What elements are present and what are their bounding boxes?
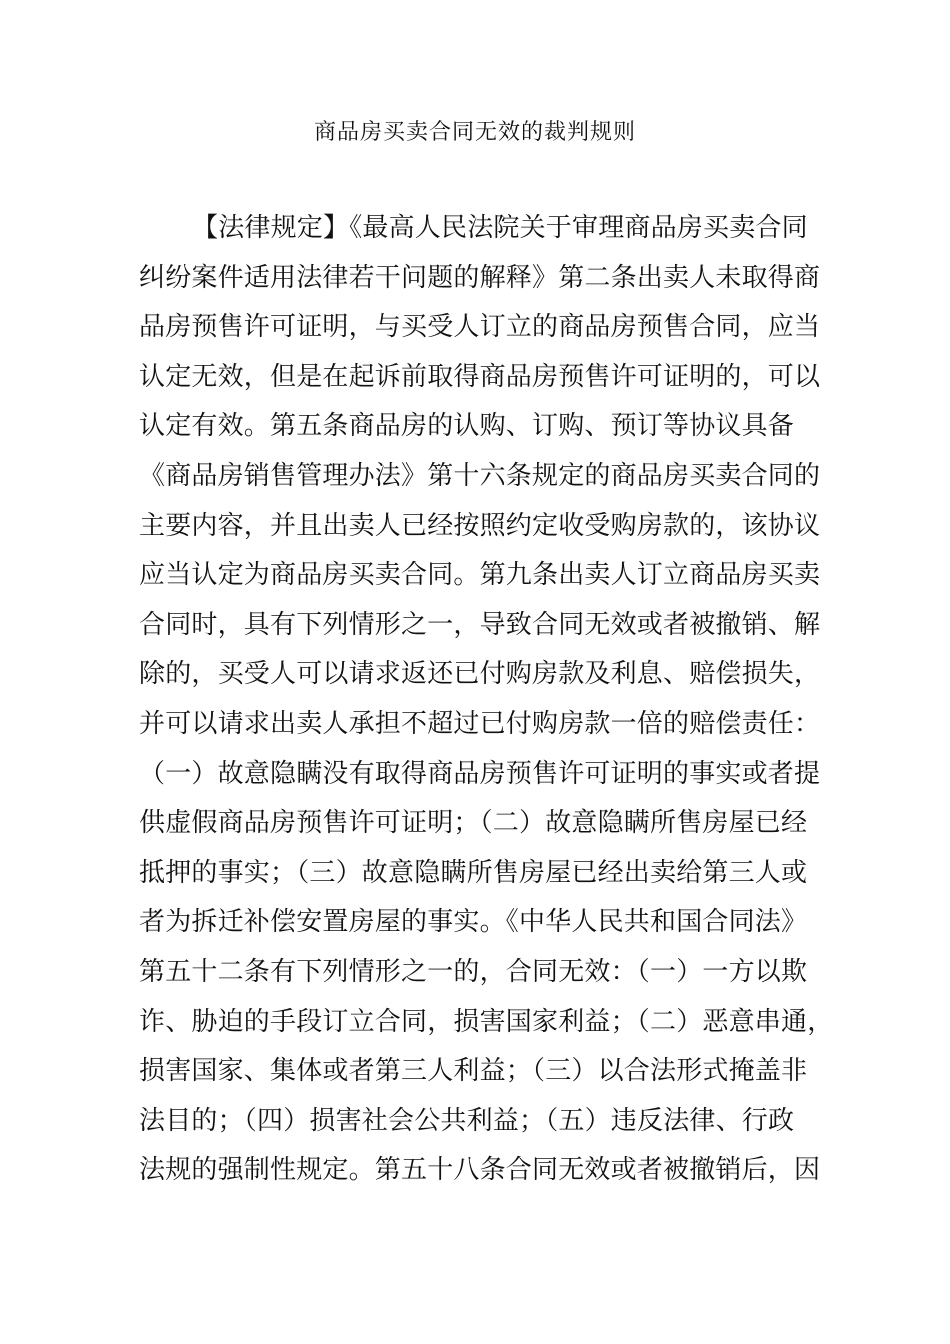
paragraph-line: 合同时，具有下列情形之一，导致合同无效或者被撤销、解	[139, 609, 821, 640]
paragraph-line: 主要内容，并且出卖人已经按照约定收受购房款的，该协议	[139, 510, 821, 541]
paragraph-line: 认定有效。第五条商品房的认购、订购、预订等协议具备	[139, 411, 795, 442]
paragraph-line: 认定无效，但是在起诉前取得商品房预售许可证明的，可以	[139, 361, 821, 392]
paragraph-line: （一）故意隐瞒没有取得商品房预售许可证明的事实或者提	[139, 758, 821, 789]
paragraph-line: 抵押的事实；（三）故意隐瞒所售房屋已经出卖给第三人或	[139, 857, 808, 888]
paragraph-line: 供虚假商品房预售许可证明；（二）故意隐瞒所售房屋已经	[139, 808, 808, 839]
paragraph-line: 损害国家、集体或者第三人利益；（三）以合法形式掩盖非	[139, 1056, 808, 1087]
paragraph-line: 法目的；（四）损害社会公共利益；（五）违反法律、行政	[139, 1105, 795, 1136]
paragraph-line: 法规的强制性规定。第五十八条合同无效或者被撤销后，因	[139, 1155, 821, 1186]
paragraph-line: 【法律规定】《最高人民法院关于审理商品房买卖合同	[192, 213, 808, 243]
paragraph-line: 《商品房销售管理办法》第十六条规定的商品房买卖合同的	[139, 460, 821, 491]
paragraph-line: 除的，买受人可以请求返还已付购房款及利息、赔偿损失，	[139, 659, 821, 690]
paragraph-line: 应当认定为商品房买卖合同。第九条出卖人订立商品房买卖	[139, 560, 821, 591]
paragraph-line: 并可以请求出卖人承担不超过已付购房款一倍的赔偿责任：	[139, 708, 821, 739]
paragraph-line: 品房预售许可证明，与买受人订立的商品房预售合同，应当	[139, 312, 821, 343]
document-body	[139, 204, 834, 1196]
paragraph-line: 诈、胁迫的手段订立合同，损害国家利益；（二）恶意串通，	[139, 1006, 834, 1037]
paragraph-line: 者为拆迁补偿安置房屋的事实。《中华人民共和国合同法》	[139, 907, 808, 938]
paragraph-line: 纠纷案件适用法律若干问题的解释》第二条出卖人未取得商	[139, 262, 821, 293]
document-title: 商品房买卖合同无效的裁判规则	[313, 120, 636, 145]
paragraph-line: 第五十二条有下列情形之一的，合同无效：（一）一方以欺	[139, 956, 808, 987]
